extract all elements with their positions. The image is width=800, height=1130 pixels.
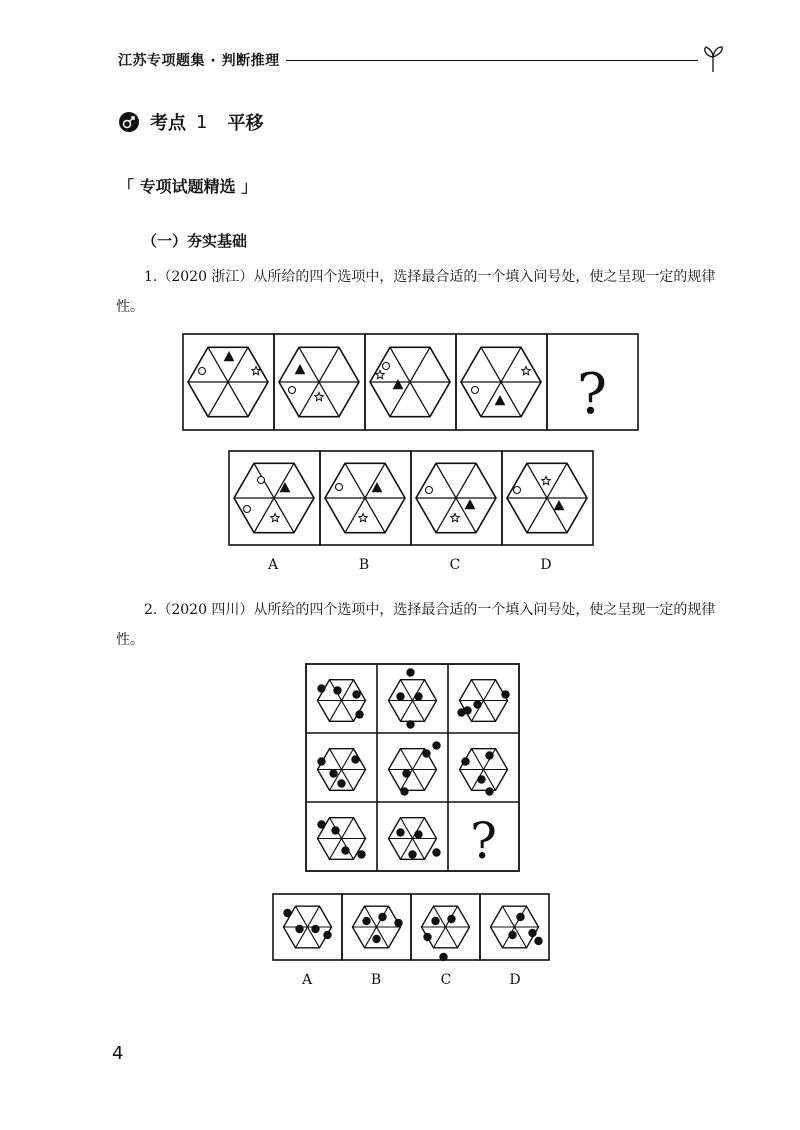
circle-icon: [426, 487, 433, 494]
black-dot-icon: [311, 925, 319, 933]
black-dot-icon: [406, 720, 414, 728]
question-2-text: 2.（2020 四川）从所给的四个选项中，选择最合适的一个填入问号处，使之呈现一定的规律性。: [116, 602, 716, 648]
black-dot-icon: [516, 913, 524, 921]
black-dot-icon: [414, 692, 422, 700]
triangle-icon: [393, 379, 404, 389]
black-dot-icon: [341, 846, 349, 854]
header-title: 江苏专项题集 · 判断推理: [118, 53, 280, 69]
star-icon: [522, 367, 531, 375]
sprout-icon: [698, 44, 728, 74]
black-dot-icon: [378, 913, 386, 921]
black-dot-icon: [402, 769, 410, 777]
triangle-icon: [554, 500, 565, 510]
black-dot-icon: [362, 917, 370, 925]
black-dot-icon: [439, 953, 447, 961]
black-dot-icon: [323, 931, 331, 939]
black-dot-icon: [355, 710, 363, 718]
star-icon: [542, 477, 551, 485]
question-mark: ?: [470, 812, 497, 870]
subsection-title: 「 专项试题精选 」: [118, 177, 258, 196]
q1-option-label-a: A: [267, 557, 279, 573]
q2-option-label-d: D: [509, 972, 521, 988]
black-dot-icon: [477, 775, 485, 783]
black-dot-icon: [534, 937, 542, 945]
page-number: 4: [112, 1043, 124, 1064]
black-dot-icon: [352, 690, 360, 698]
question-2-options-figure: [272, 893, 552, 963]
black-dot-icon: [295, 925, 303, 933]
circle-icon: [289, 387, 296, 394]
section-number: 1: [196, 111, 208, 133]
black-dot-icon: [396, 692, 404, 700]
part-title: （一）夯实基础: [142, 232, 248, 250]
black-dot-icon: [528, 929, 536, 937]
black-dot-icon: [406, 668, 414, 676]
triangle-icon: [224, 351, 235, 361]
black-dot-icon: [331, 826, 339, 834]
black-dot-icon: [394, 919, 402, 927]
triangle-icon: [495, 395, 506, 405]
black-dot-icon: [329, 769, 337, 777]
q1-option-label-b: B: [358, 557, 370, 573]
q1-option-label-d: D: [540, 557, 552, 573]
section-label: 考点: [150, 113, 186, 134]
black-dot-icon: [317, 820, 325, 828]
black-dot-icon: [447, 915, 455, 923]
black-dot-icon: [423, 933, 431, 941]
q2-option-label-a: A: [301, 972, 313, 988]
question-1-stem-figure: [182, 333, 638, 431]
header-rule: [286, 60, 698, 61]
circle-icon: [472, 387, 479, 394]
q2-option-label-c: C: [440, 972, 452, 988]
black-dot-icon: [408, 850, 416, 858]
circle-icon: [199, 368, 206, 375]
q2-option-label-b: B: [370, 972, 382, 988]
triangle-icon: [280, 482, 291, 492]
circle-icon: [383, 363, 390, 370]
black-dot-icon: [372, 935, 380, 943]
circle-icon: [336, 484, 343, 491]
question-1-options-figure: [228, 450, 592, 546]
black-dot-icon: [333, 686, 341, 694]
black-dot-icon: [457, 708, 465, 716]
black-dot-icon: [461, 757, 469, 765]
star-icon: [315, 393, 324, 401]
black-dot-icon: [485, 787, 493, 795]
section-title: [118, 109, 263, 135]
black-dot-icon: [414, 830, 422, 838]
star-icon: [376, 371, 385, 379]
black-dot-icon: [351, 755, 359, 763]
q1-option-label-c: C: [449, 557, 461, 573]
black-dot-icon: [432, 741, 440, 749]
black-dot-icon: [396, 828, 404, 836]
black-dot-icon: [508, 931, 516, 939]
black-dot-icon: [400, 787, 408, 795]
question-2-stem-figure: [305, 663, 521, 873]
triangle-icon: [295, 364, 306, 374]
section-badge-icon: [118, 111, 140, 133]
black-dot-icon: [337, 779, 345, 787]
black-dot-icon: [432, 848, 440, 856]
black-dot-icon: [317, 684, 325, 692]
black-dot-icon: [422, 749, 430, 757]
question-mark: ?: [576, 362, 608, 427]
black-dot-icon: [283, 909, 291, 917]
star-icon: [359, 514, 368, 522]
triangle-icon: [465, 499, 476, 509]
circle-icon: [514, 487, 521, 494]
star-icon: [271, 514, 280, 522]
circle-icon: [244, 506, 251, 513]
circle-icon: [258, 477, 265, 484]
black-dot-icon: [357, 850, 365, 858]
section-name: 平移: [227, 113, 264, 134]
black-dot-icon: [473, 700, 481, 708]
black-dot-icon: [317, 757, 325, 765]
star-icon: [451, 514, 460, 522]
black-dot-icon: [485, 751, 493, 759]
running-header: [118, 44, 718, 74]
question-1-text: 1.（2020 浙江）从所给的四个选项中，选择最合适的一个填入问号处，使之呈现一定的规律性。: [116, 269, 716, 315]
black-dot-icon: [501, 690, 509, 698]
black-dot-icon: [431, 917, 439, 925]
